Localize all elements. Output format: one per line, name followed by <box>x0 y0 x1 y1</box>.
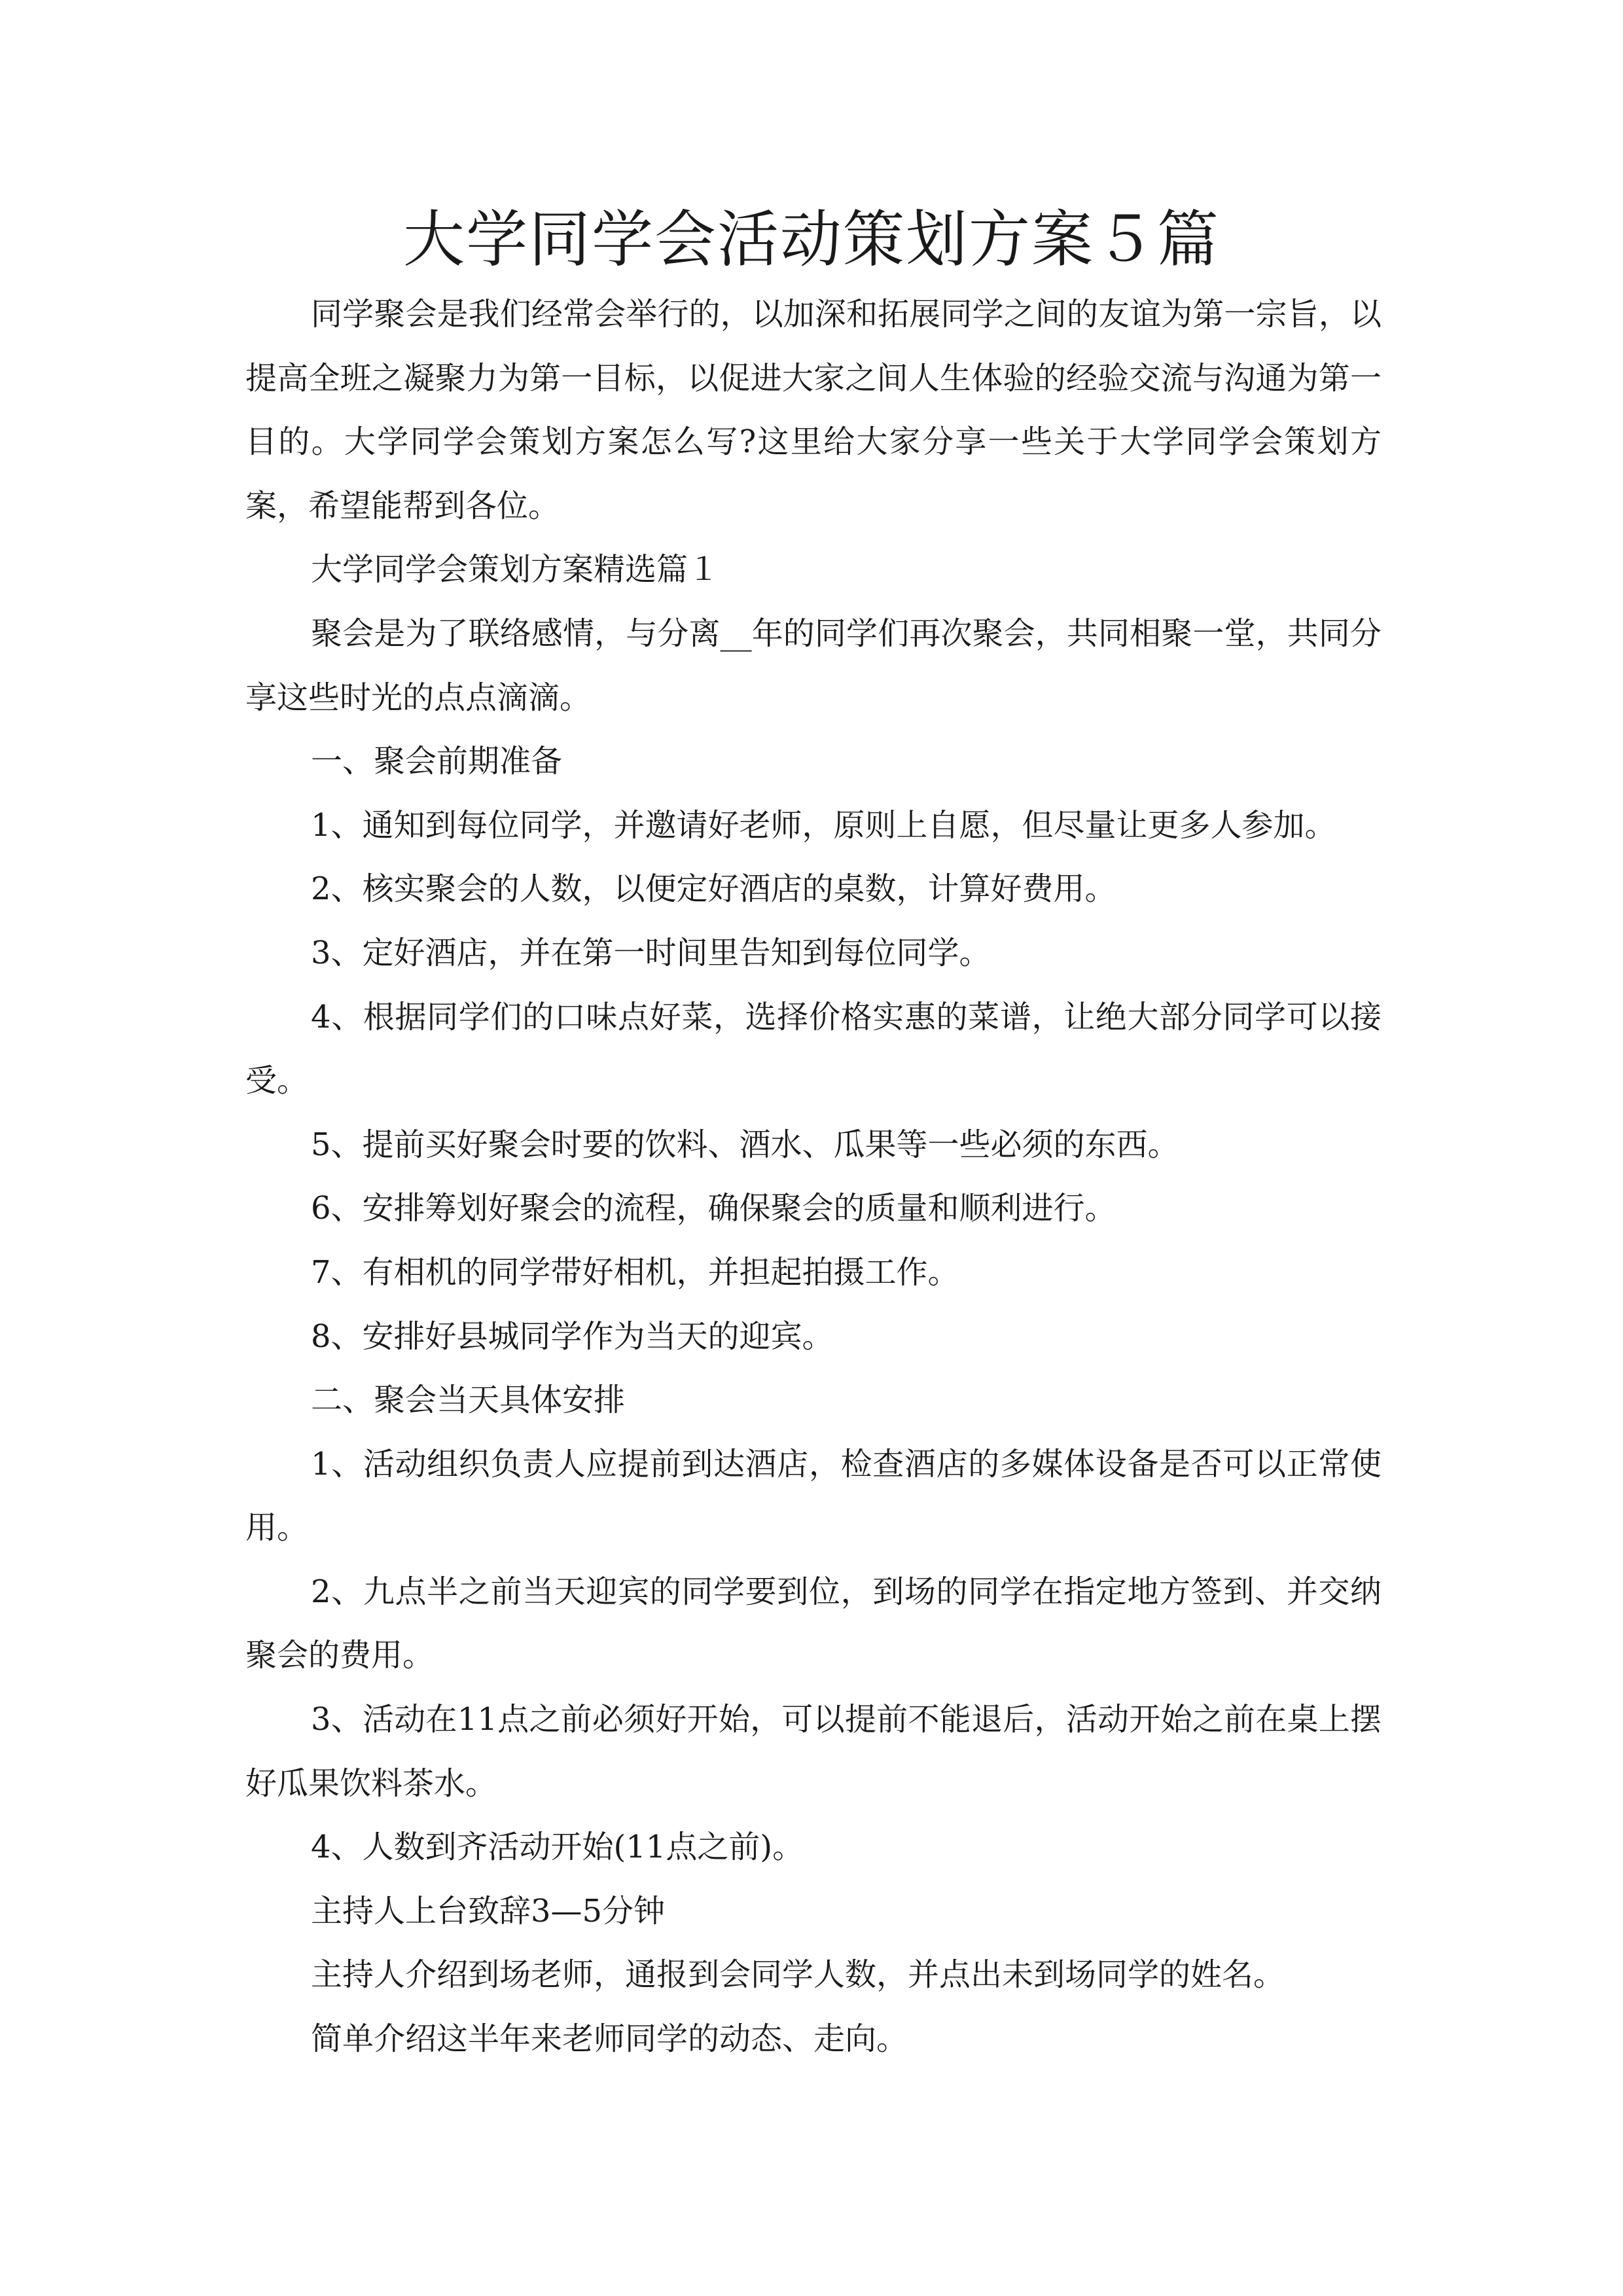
subsection-heading: 一、聚会前期准备 <box>311 743 563 780</box>
paragraph: 主持人介绍到场老师，通报到会同学人数，并点出未到场同学的姓名。 <box>311 1956 1285 1994</box>
section-heading: 大学同学会策划方案精选篇１ <box>311 551 720 588</box>
intro-paragraph: 同学聚会是我们经常会举行的，以加深和拓展同学之间的友谊为第一宗旨，以提高全班之凝聚力为第一目标，以促进大家之间人生体验的经验交流与沟通为第一目的。大学同学会策划方案怎么写?这里给大家分享一些关于大学同学会策划方案，希望能帮到各位。 <box>245 296 1382 524</box>
subsection-heading: 二、聚会当天具体安排 <box>311 1382 626 1419</box>
list-item: 7、有相机的同学带好相机，并担起拍摄工作。 <box>311 1253 959 1291</box>
list-item: 3、定好酒店，并在第一时间里告知到每位同学。 <box>311 934 991 971</box>
list-item: 2、九点半之前当天迎宾的同学要到位，到场的同学在指定地方签到、并交纳聚会的费用。 <box>245 1573 1382 1674</box>
paragraph: 主持人上台致辞3—5分钟 <box>311 1892 666 1929</box>
document-title: 大学同学会活动策划方案５篇 <box>402 204 1220 276</box>
list-item: 6、安排筹划好聚会的流程，确保聚会的质量和顺利进行。 <box>311 1190 1116 1227</box>
list-item: 1、通知到每位同学，并邀请好老师，原则上自愿，但尽量让更多人参加。 <box>311 806 1336 844</box>
list-item: 4、根据同学们的口味点好菜，选择价格实惠的菜谱，让绝大部分同学可以接受。 <box>245 998 1382 1100</box>
list-item: 1、活动组织负责人应提前到达酒店，检查酒店的多媒体设备是否可以正常使用。 <box>245 1445 1382 1547</box>
list-item: 2、核实聚会的人数，以便定好酒店的桌数，计算好费用。 <box>311 870 1116 908</box>
list-item: 8、安排好县城同学作为当天的迎宾。 <box>311 1318 834 1355</box>
list-item: 3、活动在11点之前必须好开始，可以提前不能退后，活动开始之前在桌上摆好瓜果饮料茶水。 <box>245 1701 1382 1802</box>
paragraph: 聚会是为了联络感情，与分离__年的同学们再次聚会，共同相聚一堂，共同分享这些时光的点点滴滴。 <box>245 615 1382 716</box>
paragraph: 简单介绍这半年来老师同学的动态、走向。 <box>311 2020 908 2058</box>
list-item: 5、提前买好聚会时要的饮料、酒水、瓜果等一些必须的东西。 <box>311 1126 1179 1163</box>
document-body <box>245 283 1382 2072</box>
list-item: 4、人数到齐活动开始(11点之前)。 <box>311 1829 804 1866</box>
